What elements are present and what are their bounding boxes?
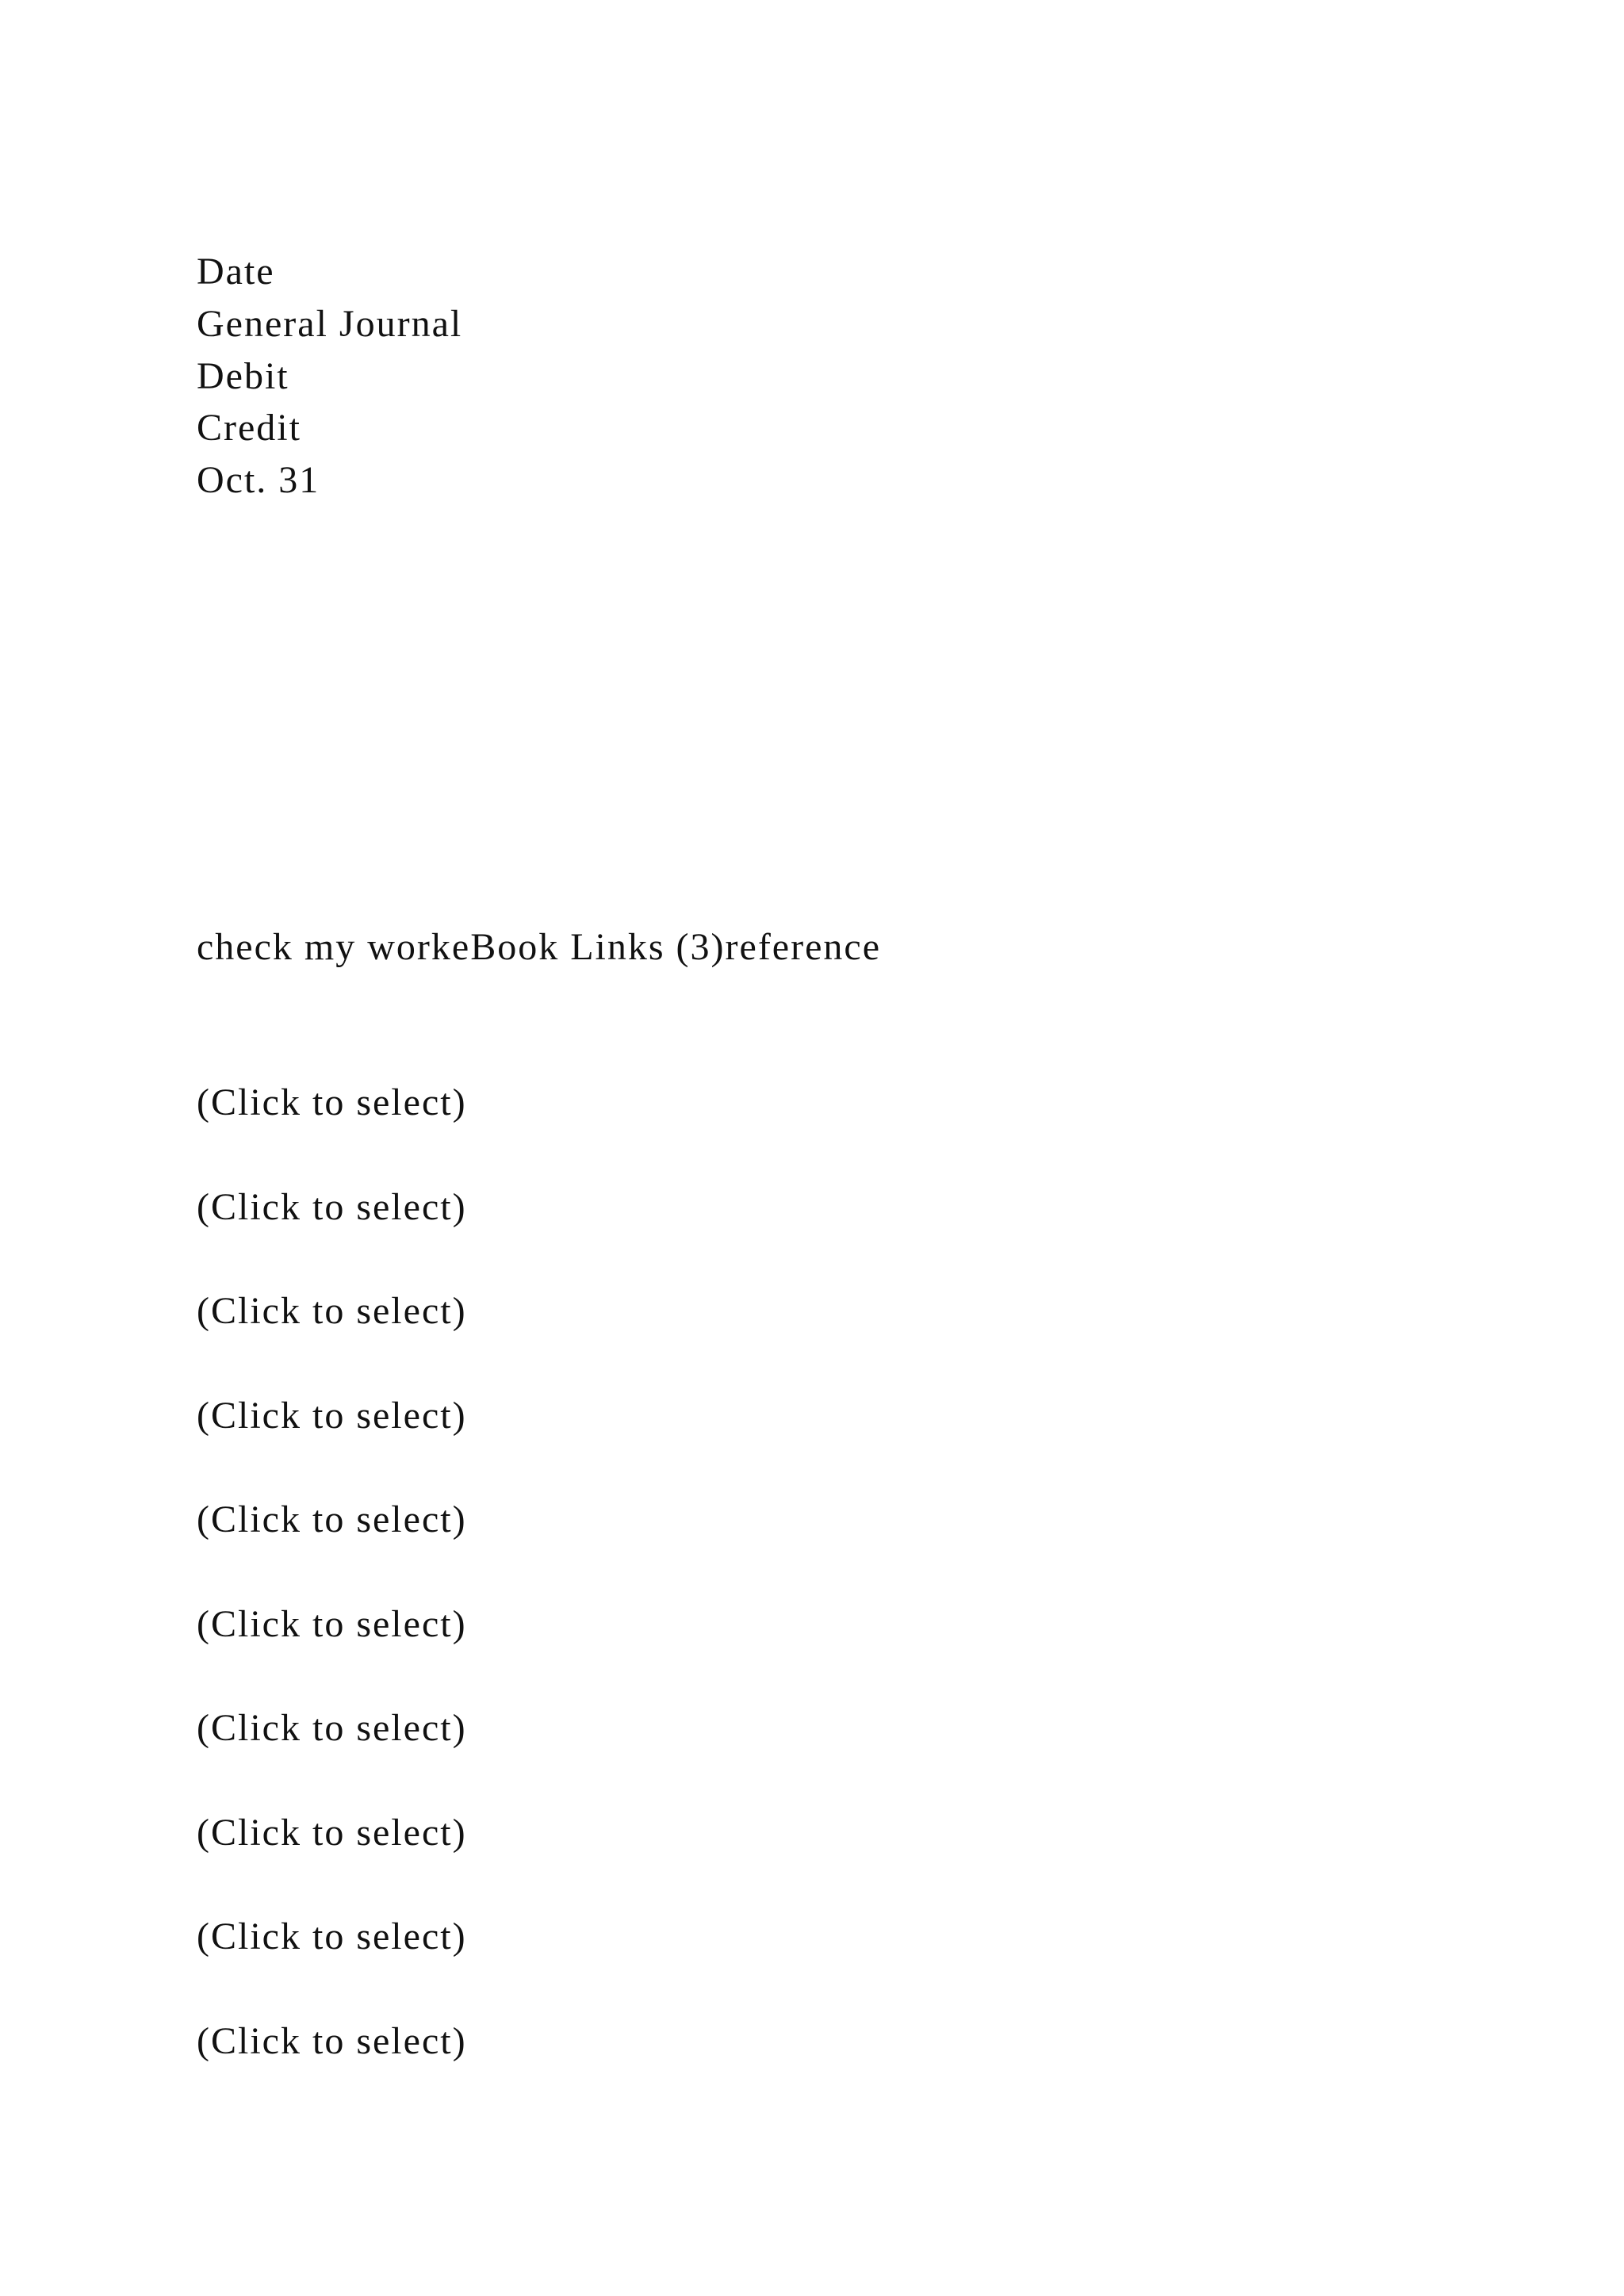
account-select[interactable]: (Click to select) — [197, 1081, 467, 1123]
general-journal-header: General Journal — [197, 303, 463, 345]
account-select[interactable]: (Click to select) — [197, 1707, 467, 1749]
account-select[interactable]: (Click to select) — [197, 1395, 467, 1437]
toolbar-links-text[interactable]: check my workeBook Links (3)reference — [197, 926, 881, 968]
entry-date: Oct. 31 — [197, 459, 320, 501]
credit-header: Credit — [197, 407, 301, 449]
date-header: Date — [197, 251, 275, 293]
account-select[interactable]: (Click to select) — [197, 2020, 467, 2062]
account-select[interactable]: (Click to select) — [197, 1915, 467, 1957]
account-select[interactable]: (Click to select) — [197, 1290, 467, 1332]
debit-header: Debit — [197, 355, 289, 397]
account-select[interactable]: (Click to select) — [197, 1186, 467, 1228]
account-select[interactable]: (Click to select) — [197, 1498, 467, 1540]
account-select[interactable]: (Click to select) — [197, 1812, 467, 1854]
account-select[interactable]: (Click to select) — [197, 1603, 467, 1645]
